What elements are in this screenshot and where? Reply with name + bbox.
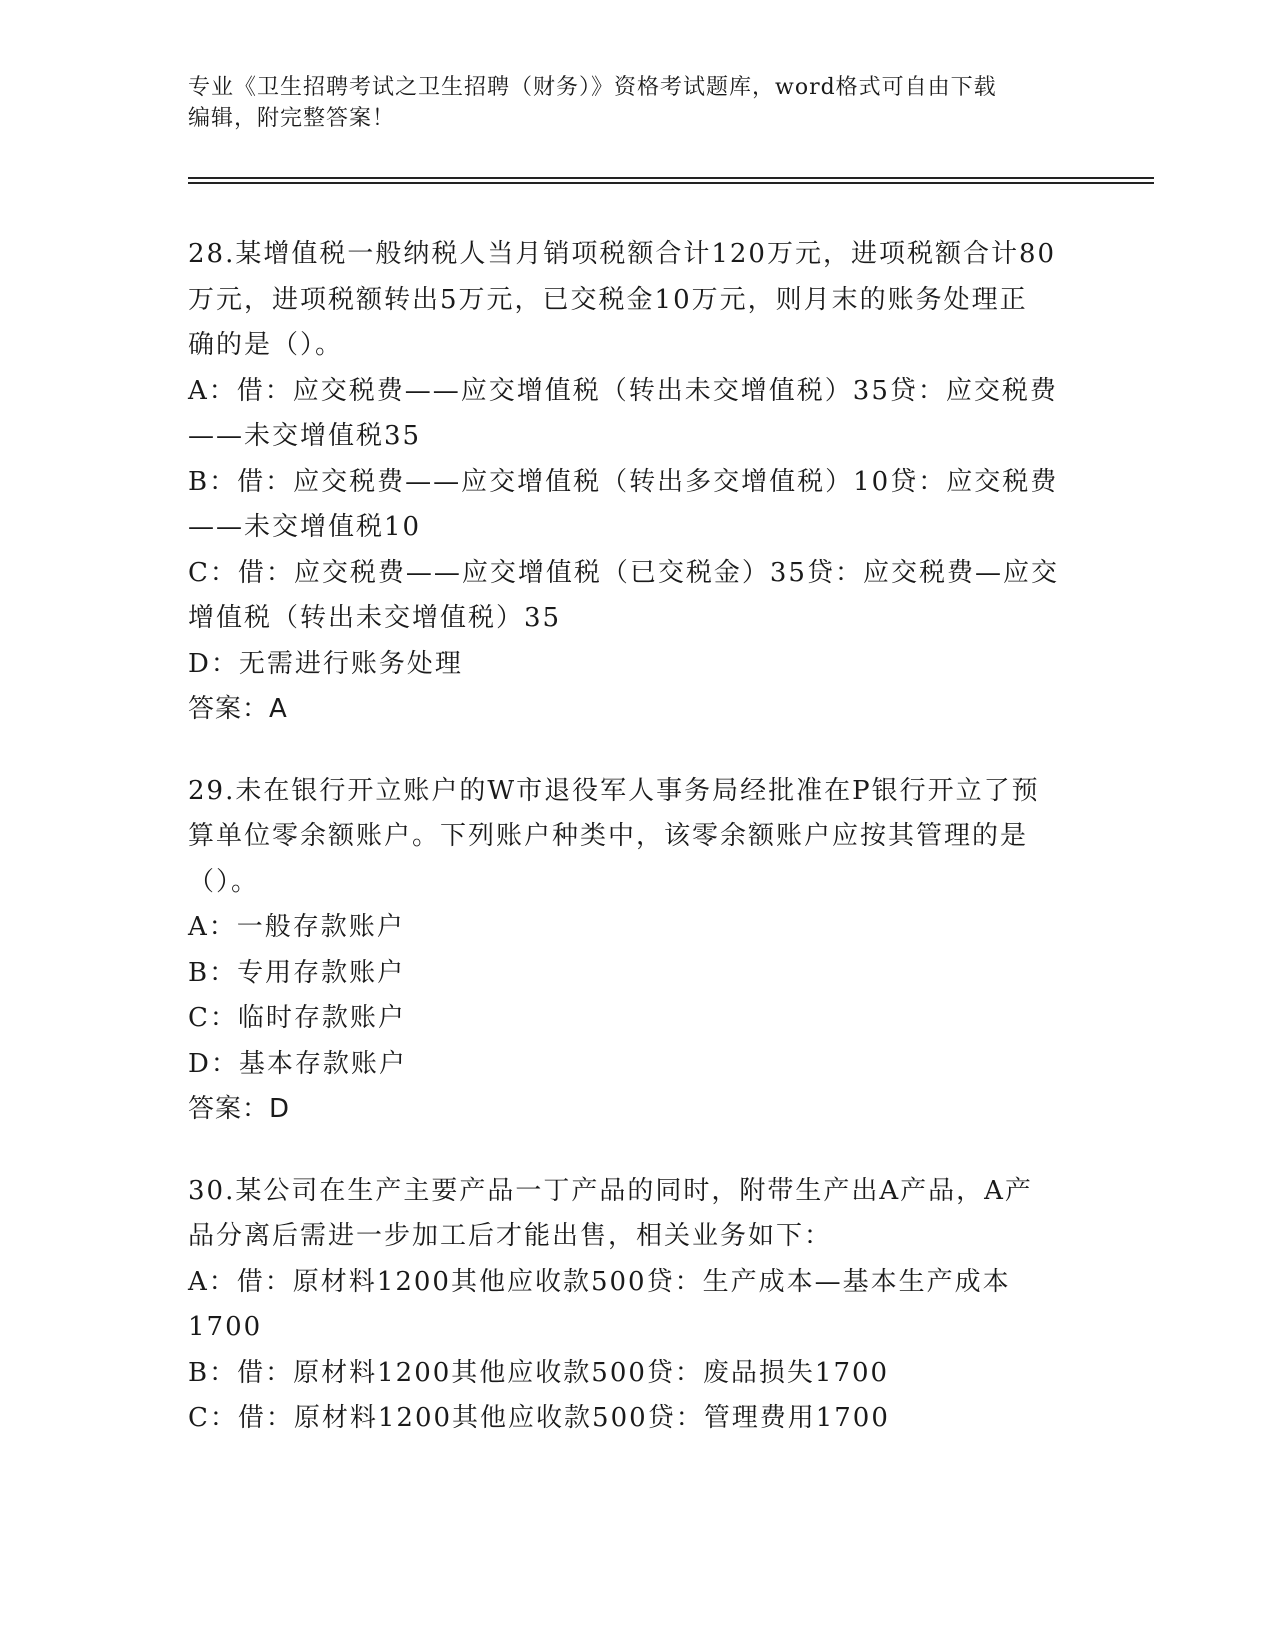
header-line: 专业《卫生招聘考试之卫生招聘（财务）》资格考试题库，word格式可自由下载 <box>188 75 997 100</box>
option-d: D：无需进行账务处理 <box>188 648 463 679</box>
question-29 <box>188 769 1088 1133</box>
option-b: B：借：应交税费——应交增值税（转出多交增值税）10贷：应交税费 <box>188 466 1059 497</box>
option-d: D：基本存款账户 <box>188 1048 407 1079</box>
question-text-line: 28.某增值税一般纳税人当月销项税额合计120万元，进项税额合计80 <box>188 239 1057 269</box>
question-text-line: 算单位零余额账户。下列账户种类中，该零余额账户应按其管理的是 <box>188 821 1029 851</box>
question-30 <box>188 1169 1088 1442</box>
option-c-continued: 增值税（转出未交增值税）35 <box>188 603 562 633</box>
answer-label: 答案：D <box>188 1094 291 1124</box>
header-line: 编辑，附完整答案！ <box>188 106 396 131</box>
option-a-continued: ——未交增值税35 <box>188 421 422 451</box>
option-c: C：借：应交税费——应交增值税（已交税金）35贷：应交税费—应交 <box>188 557 1059 588</box>
question-28 <box>188 232 1088 733</box>
option-b: B：专用存款账户 <box>188 957 406 988</box>
option-a: A：一般存款账户 <box>188 912 405 942</box>
header-divider-bottom <box>188 182 1154 184</box>
question-text-line: 30.某公司在生产主要产品一丁产品的同时，附带生产出A产品，A产 <box>188 1175 1033 1206</box>
option-a-continued: 1700 <box>188 1312 263 1342</box>
question-text-line: 万元，进项税额转出5万元，已交税金10万元，则月末的账务处理正 <box>188 284 1028 315</box>
option-c: C：借：原材料1200其他应收款500贷：管理费用1700 <box>188 1403 890 1433</box>
option-a: A：借：应交税费——应交增值税（转出未交增值税）35贷：应交税费 <box>188 375 1058 406</box>
header-divider-top <box>188 177 1154 179</box>
question-text-line: 29.未在银行开立账户的W市退役军人事务局经批准在P银行开立了预 <box>188 775 1040 806</box>
question-text-line: （）。 <box>188 866 260 897</box>
answer-label: 答案：A <box>188 694 288 724</box>
option-b: B：借：原材料1200其他应收款500贷：废品损失1700 <box>188 1357 890 1388</box>
option-c: C：临时存款账户 <box>188 1003 406 1033</box>
question-text-line: 确的是（）。 <box>188 330 344 360</box>
option-b-continued: ——未交增值税10 <box>188 512 422 542</box>
question-list <box>188 232 1088 1478</box>
document-header <box>188 72 1088 134</box>
option-a: A：借：原材料1200其他应收款500贷：生产成本—基本生产成本 <box>188 1266 1011 1297</box>
question-text-line: 品分离后需进一步加工后才能出售，相关业务如下： <box>188 1221 833 1251</box>
